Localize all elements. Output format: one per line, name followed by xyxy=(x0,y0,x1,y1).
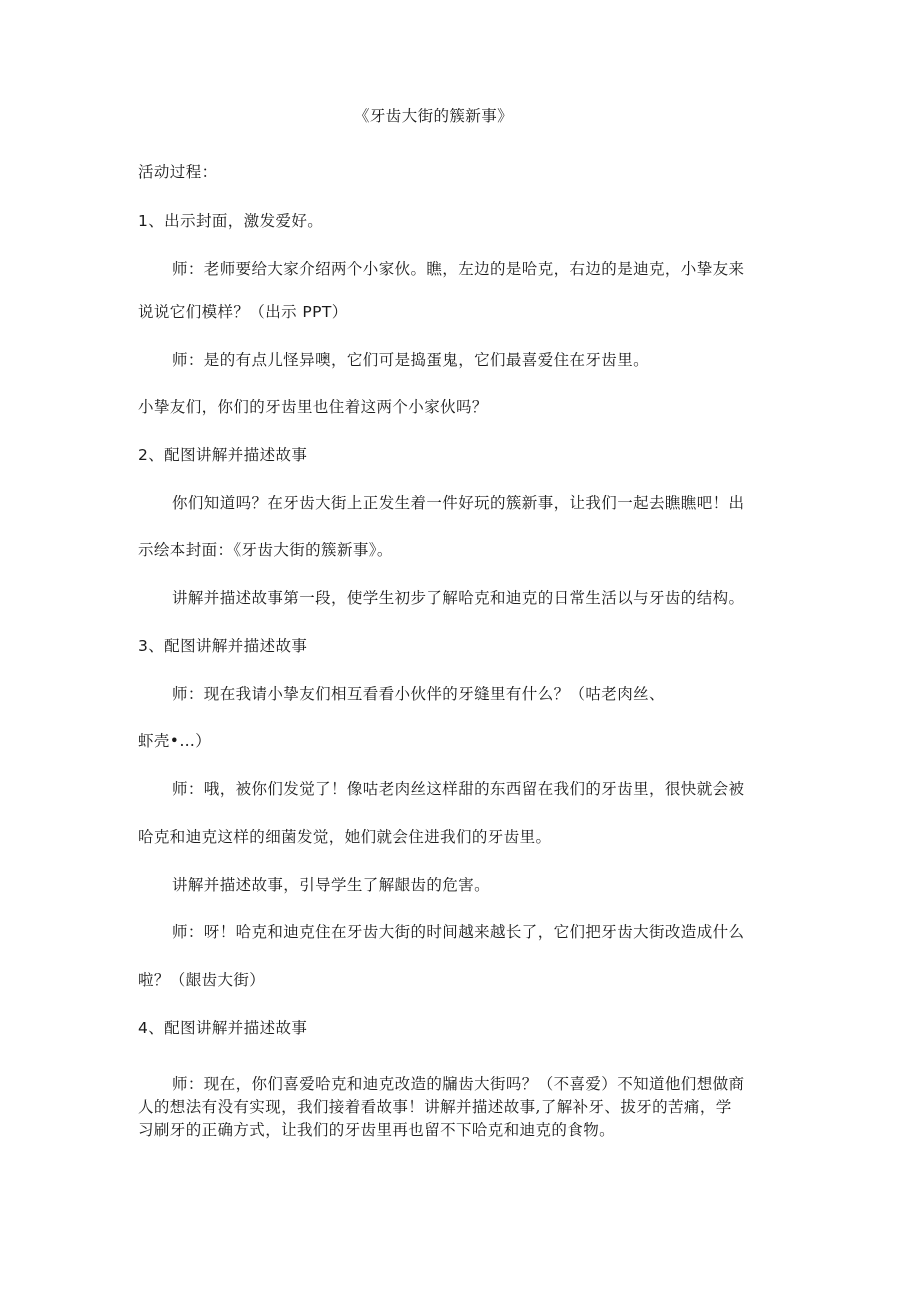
paragraph-line xyxy=(138,302,348,322)
paragraph-line: 虾壳•…） xyxy=(138,732,212,750)
section-4-heading xyxy=(138,1018,307,1038)
paragraph-line: 小挚友们，你们的牙齿里也住着这两个小家伙吗？ xyxy=(138,398,488,416)
ppt-text: PPT xyxy=(302,303,332,321)
paragraph-line: 师：呀！哈克和迪克住在牙齿大街的时间越来越长了，它们把牙齿大街改造成什么 xyxy=(172,923,745,941)
paragraph-line: 人的想法有没有实现，我们接着看故事！讲解并描述故事,了解补牙、拔牙的苦痛，学 xyxy=(138,1098,732,1116)
section-3-heading xyxy=(138,636,307,656)
paragraph-line: 习刷牙的正确方式，让我们的牙齿里再也留不下哈克和迪克的食物。 xyxy=(138,1121,616,1139)
section-3-number: 3 xyxy=(138,637,149,655)
paragraph-line: 你们知道吗？在牙齿大街上正发生着一件好玩的簇新事，让我们一起去瞧瞧吧！出 xyxy=(172,494,745,512)
paragraph-line: 师：现在，你们喜爱哈克和迪克改造的牖齿大街吗？（不喜爱）不知道他们想做商 xyxy=(172,1075,745,1093)
section-3-heading-text: 、配图讲解并描述故事 xyxy=(148,637,308,655)
document-title: 《牙齿大街的簇新事》 xyxy=(354,107,514,125)
paragraph-line: 师：现在我请小挚友们相互看看小伙伴的牙缝里有什么？（咕老肉丝、 xyxy=(172,685,665,703)
paragraph-line: 啦？（龈齿大街） xyxy=(138,971,266,989)
paragraph-line: 讲解并描述故事第一段，使学生初步了解哈克和迪克的日常生活以与牙齿的结构。 xyxy=(172,589,745,607)
paragraph-line: 师：是的有点儿怪异噢，它们可是捣蛋鬼，它们最喜爱住在牙齿里。 xyxy=(172,351,650,369)
section-1-number: 1 xyxy=(138,212,149,230)
paragraph-text: 说说它们模样？（出示 xyxy=(138,303,298,321)
section-1-heading-text: 、出示封面，激发爱好。 xyxy=(148,212,324,230)
paragraph-line: 示绘本封面：《牙齿大街的簇新事》。 xyxy=(138,541,393,559)
section-2-heading xyxy=(138,445,307,465)
section-1-heading xyxy=(138,211,323,231)
section-4-heading-text: 、配图讲解并描述故事 xyxy=(148,1019,308,1037)
paragraph-line: 哈克和迪克这样的细菌发觉，她们就会住进我们的牙齿里。 xyxy=(138,828,552,846)
paragraph-text: ） xyxy=(331,303,348,321)
paragraph-line: 师：老师要给大家介绍两个小家伙。瞧，左边的是哈克，右边的是迪克，小挚友来 xyxy=(172,260,745,278)
section-2-heading-text: 、配图讲解并描述故事 xyxy=(148,446,308,464)
process-label: 活动过程： xyxy=(138,163,218,181)
paragraph-line: 师：哦，被你们发觉了！像咕老肉丝这样甜的东西留在我们的牙齿里，很快就会被 xyxy=(172,780,745,798)
section-2-number: 2 xyxy=(138,446,149,464)
paragraph-line: 讲解并描述故事，引导学生了解龈齿的危害。 xyxy=(172,876,491,894)
section-4-number: 4 xyxy=(138,1019,149,1037)
